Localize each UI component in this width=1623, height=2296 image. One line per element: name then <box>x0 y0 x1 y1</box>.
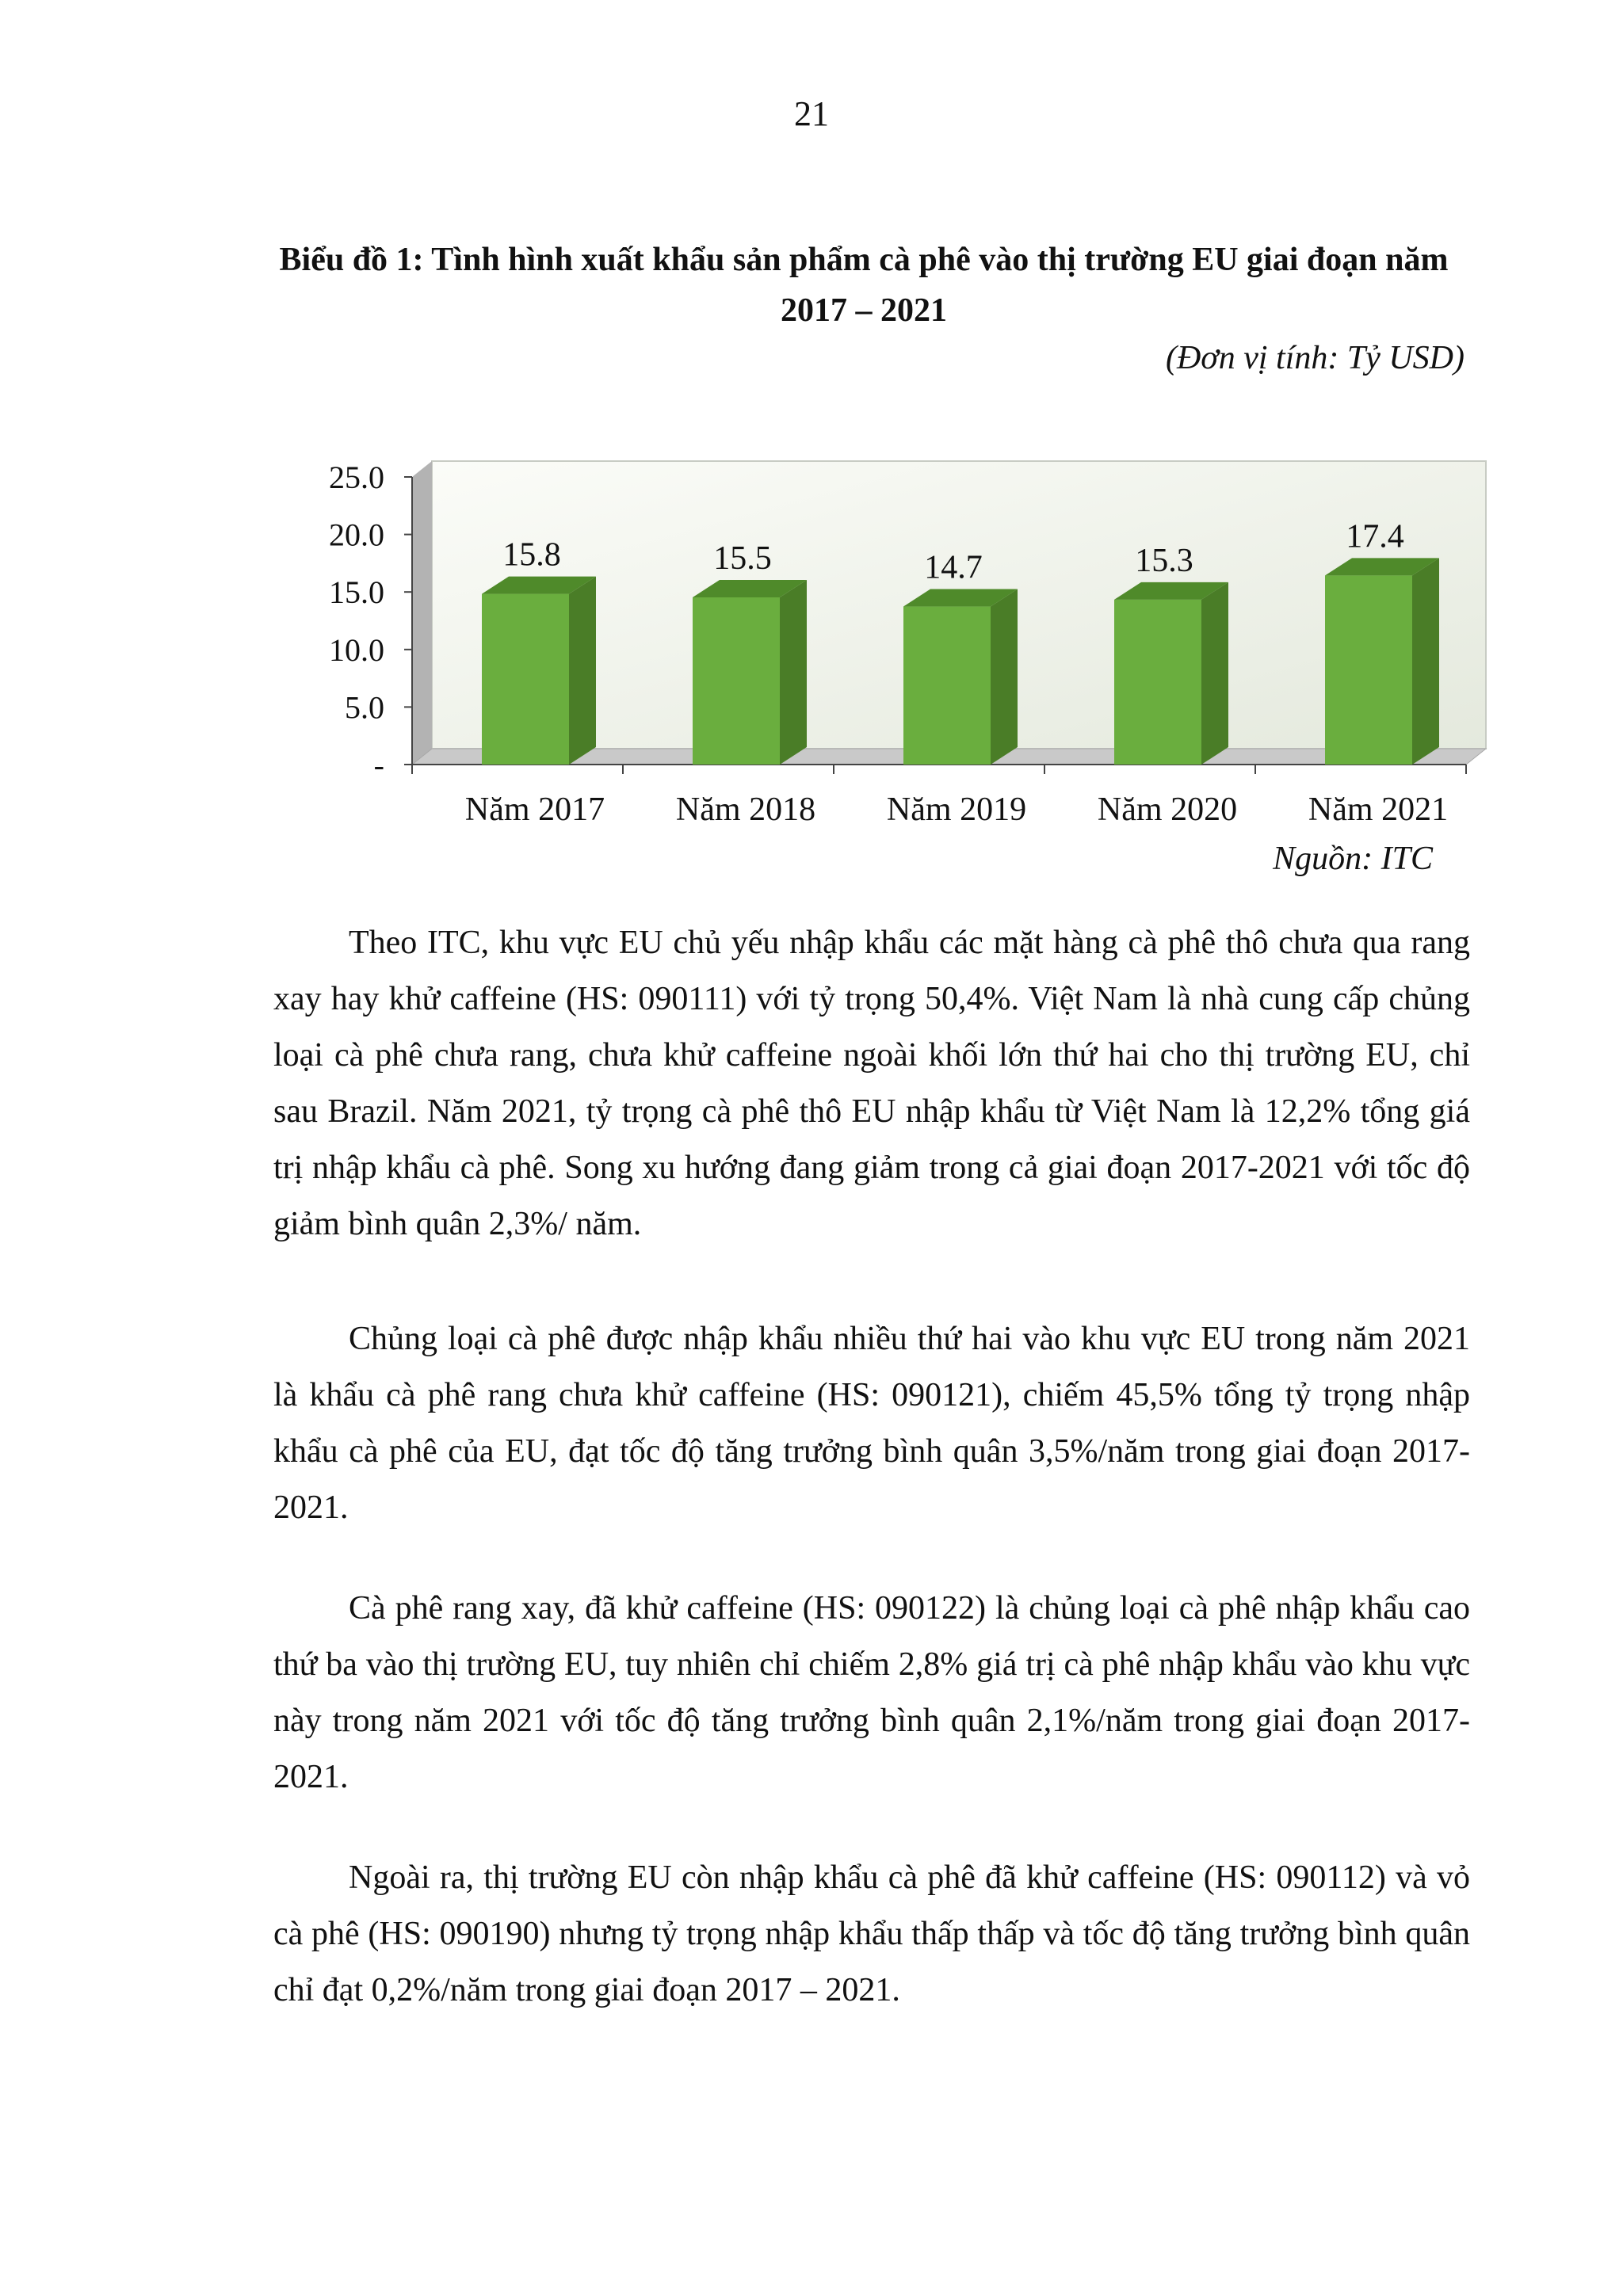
bar-value-label: 15.3 <box>1135 542 1193 579</box>
bar-side <box>569 577 596 765</box>
bar-chart <box>301 444 1506 840</box>
y-tick-label: 15.0 <box>329 574 384 611</box>
bar-front <box>1325 575 1412 765</box>
bar-value-label: 14.7 <box>924 549 983 586</box>
source-note: Nguồn: ITC <box>1273 841 1433 877</box>
bar-side <box>780 580 807 765</box>
bar-value-label: 17.4 <box>1346 518 1404 555</box>
bar-side <box>991 589 1018 765</box>
bar <box>1325 558 1439 765</box>
y-tick-label: 20.0 <box>329 517 384 553</box>
bar <box>693 580 807 765</box>
bar-value-label: 15.5 <box>713 540 772 577</box>
bar-front <box>1114 600 1201 765</box>
y-tick-label: - <box>373 747 384 783</box>
bar-value-label: 15.8 <box>502 536 561 574</box>
paragraph-2: Chủng loại cà phê được nhập khẩu nhiều thứ hai vào khu vực EU trong năm 2021 là khẩu cà phê rang chưa khử caffeine (HS: 090121), chiếm 45,5% tổng tỷ trọng nhập khẩu cà phê của EU, đạt tốc độ tăng trưởng bình quân 3,5%/năm trong giai đoạn 2017-2021. <box>273 1321 1470 1526</box>
paragraph-3: Cà phê rang xay, đã khử caffeine (HS: 090122) là chủng loại cà phê nhập khẩu cao thứ ba vào thị trường EU, tuy nhiên chỉ chiếm 2,8% giá trị cà phê nhập khẩu vào khu vực này trong năm 2021 với tốc độ tăng trưởng bình quân 2,1%/năm trong giai đoạn 2017-2021. <box>273 1590 1470 1795</box>
category-label: Năm 2021 <box>1308 791 1449 828</box>
bar-front <box>693 597 780 765</box>
y-tick-label: 5.0 <box>345 689 384 726</box>
bar-front <box>482 594 569 765</box>
bar <box>482 577 596 765</box>
paragraph-4: Ngoài ra, thị trường EU còn nhập khẩu cà phê đã khử caffeine (HS: 090112) và vỏ cà phê (HS: 090190) nhưng tỷ trọng nhập khẩu thấp thấp và tốc độ tăng trưởng bình quân chỉ đạt 0,2%/năm trong giai đoạn 2017 – 2021. <box>273 1859 1470 2008</box>
bar-side <box>1412 558 1439 765</box>
category-label: Năm 2020 <box>1097 791 1238 828</box>
bar <box>903 589 1018 765</box>
bar-front <box>903 607 991 765</box>
page-number: 21 <box>794 94 829 133</box>
chart-left-wall <box>412 461 432 765</box>
category-label: Năm 2019 <box>886 791 1027 828</box>
bar-side <box>1201 582 1228 765</box>
category-label: Năm 2017 <box>464 791 605 828</box>
y-tick-label: 10.0 <box>329 631 384 668</box>
paragraph-1: Theo ITC, khu vực EU chủ yếu nhập khẩu các mặt hàng cà phê thô chưa qua rang xay hay khử caffeine (HS: 090111) với tỷ trọng 50,4%. Việt Nam là nhà cung cấp chủng loại cà phê chưa rang, chưa khử caffeine ngoài khối lớn thứ hai cho thị trường EU, chỉ sau Brazil. Năm 2021, tỷ trọng cà phê thô EU nhập khẩu từ Việt Nam là 12,2% tổng giá trị nhập khẩu cà phê. Song xu hướng đang giảm trong cả giai đoạn 2017-2021 với tốc độ giảm bình quân 2,3%/ năm. <box>273 925 1470 1242</box>
unit-note: (Đơn vị tính: Tỷ USD) <box>1165 340 1465 376</box>
y-tick-label: 25.0 <box>329 460 384 495</box>
category-label: Năm 2018 <box>675 791 816 828</box>
bar <box>1114 582 1228 765</box>
chart-title: Biểu đồ 1: Tình hình xuất khẩu sản phẩm cà phê vào thị trường EU giai đoạn năm 2017 – 2021 <box>279 242 1449 329</box>
